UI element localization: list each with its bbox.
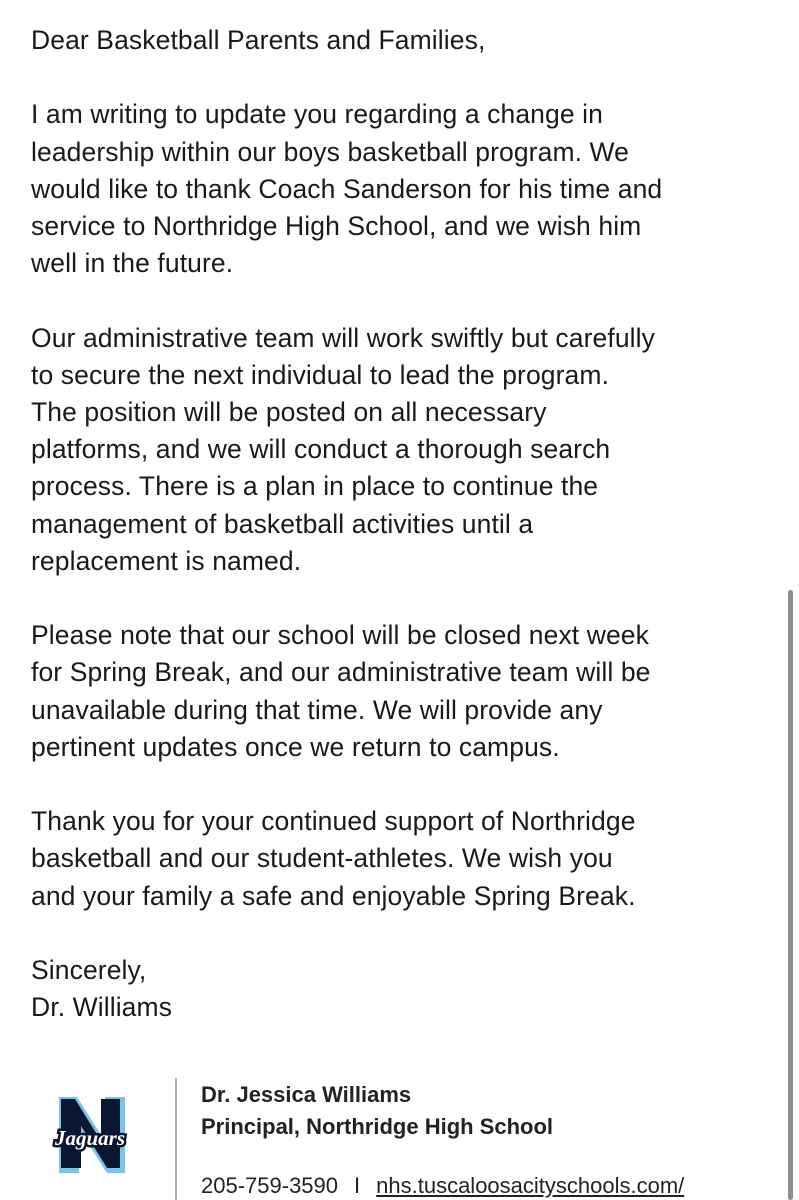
salutation: Dear Basketball Parents and Families, [31,25,486,55]
contact-separator: I [354,1173,361,1198]
signature-contact [201,1173,684,1199]
email-signature [0,1070,799,1200]
website-link[interactable]: nhs.tuscaloosacityschools.com/ [376,1173,685,1198]
paragraph-thank-you: Thank you for your continued support of Northridge basketball and our student-athletes. We wish you and your family a safe and enjoyable Spring Break. [31,806,636,911]
closing: Sincerely, Dr. Williams [31,955,173,1023]
signature-title: Principal, Northridge High School [201,1114,554,1139]
letter-body [31,22,776,1026]
signature-divider [175,1078,177,1200]
northridge-jaguars-logo-icon [40,1088,140,1178]
paragraph-leadership-change: I am writing to update you regarding a change in leadership within our boys basketball program. We would like to thank Coach Sanderson for his time and service to Northridge High School, and we wish him well in the future. [31,99,663,279]
paragraph-search-process: Our administrative team will work swiftly but carefully to secure the next individual to lead the program. The position will be posted on all necessary platforms, and we will conduct a thorough search process. There is a plan in place to continue the management of basketball activities until a replacement is named. [31,322,656,576]
paragraph-spring-break: Please note that our school will be closed next week for Spring Break, and our administrative team will be unavailable during that time. We will provide any pertinent updates once we return to campus. [31,620,651,762]
phone-number[interactable]: 205-759-3590 [201,1173,339,1198]
signature-name: Dr. Jessica Williams [201,1082,412,1107]
logo-script-text: Jaguars [54,1126,126,1150]
